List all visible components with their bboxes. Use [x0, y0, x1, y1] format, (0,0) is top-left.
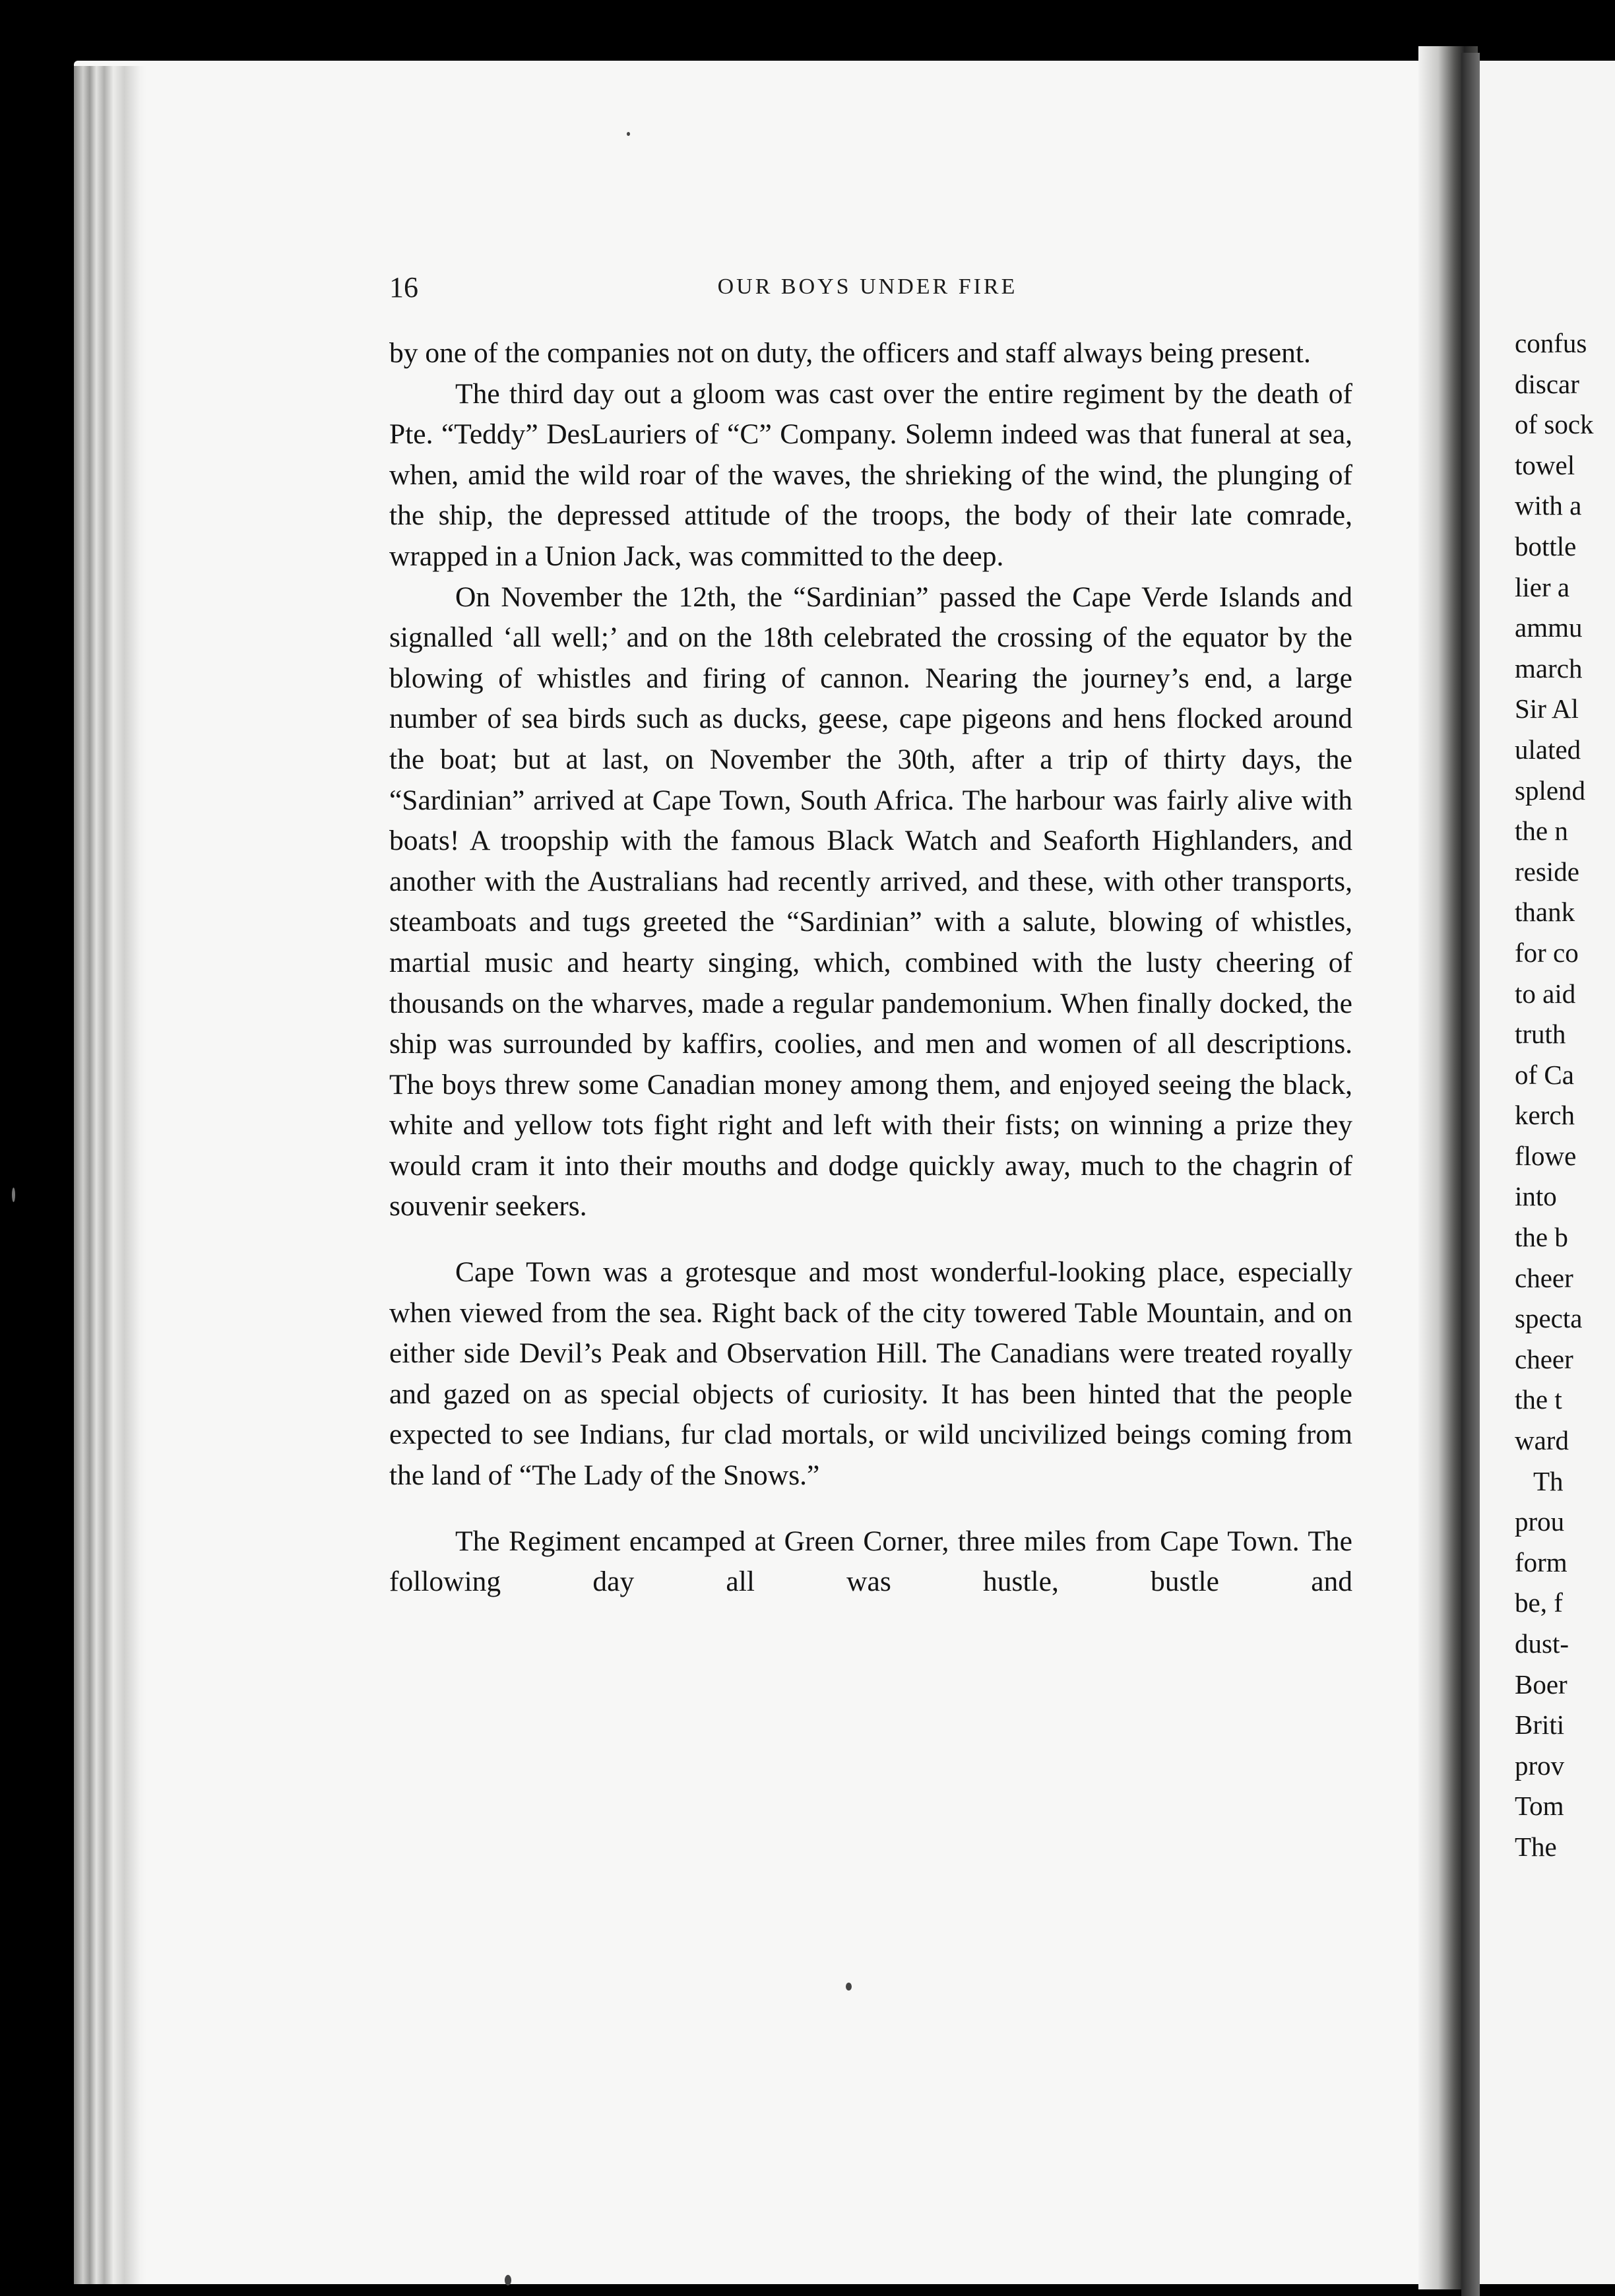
- paragraph-4: Cape Town was a grotesque and most wonderful-looking place, especially when viewed from the sea. Right back of the city towered Table Mountain, and on either side Devil’s Peak and Observation Hill. The Canadians were treated royally and gazed on as special objects of curiosity. It has been hinted that the people expected to see Indians, fur clad mortals, or wild uncivilized beings coming from the land of “The Lady of the Snows.”: [389, 1256, 1352, 1492]
- scan-speck: [846, 1983, 852, 1991]
- scan-speck: [505, 2275, 511, 2285]
- right-page-line: the t: [1515, 1384, 1562, 1415]
- scan-speck: [12, 1188, 15, 1202]
- running-title: OUR BOYS UNDER FIRE: [717, 274, 1018, 299]
- right-page-line: discar: [1515, 368, 1579, 399]
- right-page-line: thank: [1515, 897, 1575, 928]
- right-page-line: Th: [1533, 1465, 1564, 1496]
- right-page-line: reside: [1515, 856, 1579, 887]
- right-page-line: the n: [1515, 815, 1568, 846]
- right-page-line: with a: [1515, 490, 1582, 521]
- page-number: 16: [389, 271, 418, 303]
- right-page-line: confus: [1515, 328, 1587, 358]
- right-page-line: lier a: [1515, 571, 1570, 602]
- paragraph-1: by one of the companies not on duty, the officers and staff always being present.: [389, 337, 1311, 369]
- page-edge-binding: [74, 66, 146, 2284]
- scan-speck: [627, 132, 630, 136]
- right-page-line: prou: [1515, 1506, 1565, 1537]
- right-page-line: march: [1515, 653, 1583, 684]
- right-page-line: kerch: [1515, 1100, 1575, 1131]
- right-page-line: The: [1515, 1831, 1557, 1862]
- right-page-line: form: [1515, 1547, 1568, 1578]
- right-page-line: ammu: [1515, 612, 1583, 643]
- right-page-line: into: [1515, 1181, 1557, 1212]
- right-page-line: towel: [1515, 449, 1575, 480]
- right-page-line: Sir Al: [1515, 693, 1579, 724]
- paragraph-2: The third day out a gloom was cast over the entire regiment by the death of Pte. “Teddy” DesLauriers of “C” Company. Solemn indeed was that funeral at sea, when, amid the wild roar of the waves, the shrieking of the wind, the plunging of the ship, the depressed attitude of the troops, the body of their late comrade, wrapped in a Union Jack, was committed to the deep.: [389, 377, 1352, 572]
- right-page-line: dust-: [1515, 1628, 1569, 1659]
- right-page-line: for co: [1515, 937, 1579, 968]
- right-page-line: ward: [1515, 1425, 1569, 1456]
- right-page-line: Boer: [1515, 1669, 1568, 1700]
- paragraph-3: On November the 12th, the “Sardinian” passed the Cape Verde Islands and signalled ‘all well;’ and on the 18th celebrated the crossing of the equator by the blowing of whistles and firing of cannon. Nearing the journey’s end, a large number of sea birds such as ducks, geese, cape pigeons and hens flocked around the boat; but at last, on November the 30th, after a trip of thirty days, the “Sardinian” arrived at Cape Town, South Africa. The harbour was fairly alive with boats! A troopship with the famous Black Watch and Seaforth Highlanders, and another with the Australians had recently arrived, and these, with other transports, steamboats and tugs greeted the “Sardinian” with a salute, blowing of whistles, martial music and hearty singing, which, combined with the lusty cheering of thousands on the wharves, made a regular pandemonium. When finally docked, the ship was surrounded by kaffirs, coolies, and men and women of all descriptions. The boys threw some Canadian money among them, and enjoyed seeing the black, white and yellow tots fight right and left with their fists; on winning a prize they would cram it into their mouths and dodge quickly away, much to the chagrin of souvenir seekers.: [389, 581, 1352, 1223]
- right-page-line: the b: [1515, 1222, 1568, 1253]
- right-page-line: cheer: [1515, 1343, 1573, 1374]
- right-page-line: of sock: [1515, 409, 1594, 440]
- right-page-line: of Ca: [1515, 1059, 1574, 1090]
- right-page-line: prov: [1515, 1750, 1565, 1781]
- right-page-line: Briti: [1515, 1709, 1565, 1740]
- right-page-line: splend: [1515, 775, 1586, 806]
- right-page-line: Tom: [1515, 1791, 1564, 1822]
- right-page-line: truth: [1515, 1019, 1566, 1050]
- right-page-line: be, f: [1515, 1587, 1563, 1618]
- right-page-line: flowe: [1515, 1140, 1577, 1171]
- main-text-block: [389, 333, 1352, 1603]
- right-page-line: ulated: [1515, 734, 1581, 765]
- right-page-line: bottle: [1515, 530, 1577, 561]
- right-page-line: cheer: [1515, 1262, 1573, 1293]
- right-page-text-fragments: [1515, 323, 1615, 1868]
- paragraph-5: The Regiment encamped at Green Corner, three miles from Cape Town. The following day all was hustle, bustle and: [389, 1525, 1352, 1598]
- running-head: [389, 271, 1346, 310]
- gutter-shadow: [1461, 53, 1480, 2296]
- right-page-line: to aid: [1515, 978, 1576, 1009]
- right-page-line: specta: [1515, 1303, 1583, 1334]
